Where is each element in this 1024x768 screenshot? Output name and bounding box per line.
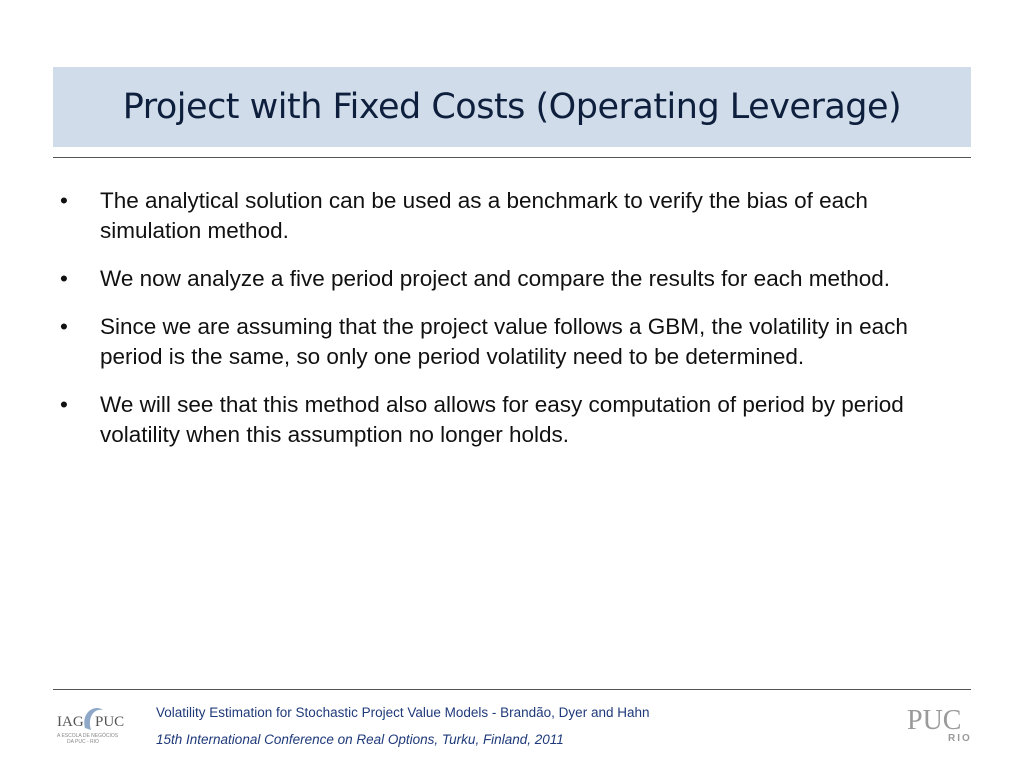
logo-iag-text: IAG	[57, 714, 84, 730]
footer-divider	[53, 689, 971, 690]
logo-tagline-2: DA PUC - RIO	[67, 739, 99, 745]
logo-puc-text: PUC	[95, 714, 125, 730]
bullet-text: Since we are assuming that the project value follows a GBM, the volatility in each period is the same, so only one period volatility need to be determined.	[100, 314, 908, 369]
bullet-item	[60, 390, 965, 450]
logo-puc-large: PUC	[907, 705, 962, 736]
bullet-marker: •	[60, 188, 68, 213]
bullet-text: We now analyze a five period project and compare the results for each method.	[100, 266, 891, 291]
footer-citation: Volatility Estimation for Stochastic Project Value Models - Brandão, Dyer and Hahn	[156, 705, 650, 720]
bullet-marker: •	[60, 314, 68, 339]
bullet-text: We will see that this method also allows for easy computation of period by period volatility when this assumption no longer holds.	[100, 392, 904, 447]
bullet-item	[60, 264, 965, 294]
bullet-marker: •	[60, 266, 68, 291]
puc-rio-logo	[906, 703, 978, 743]
bullet-text: The analytical solution can be used as a benchmark to verify the bias of each simulation method.	[100, 188, 868, 243]
footer-conference: 15th International Conference on Real Options, Turku, Finland, 2011	[156, 732, 564, 747]
bullet-marker: •	[60, 392, 68, 417]
title-divider	[53, 157, 971, 158]
logo-tagline-1: A ESCOLA DE NEGÓCIOS	[57, 733, 119, 739]
title-band	[53, 67, 971, 147]
iag-puc-logo	[55, 700, 132, 746]
slide-title: Project with Fixed Costs (Operating Leverage)	[122, 87, 902, 127]
bullet-list	[60, 186, 965, 468]
bullet-item	[60, 186, 965, 246]
bullet-item	[60, 312, 965, 372]
logo-rio-text: RIO	[948, 733, 972, 743]
